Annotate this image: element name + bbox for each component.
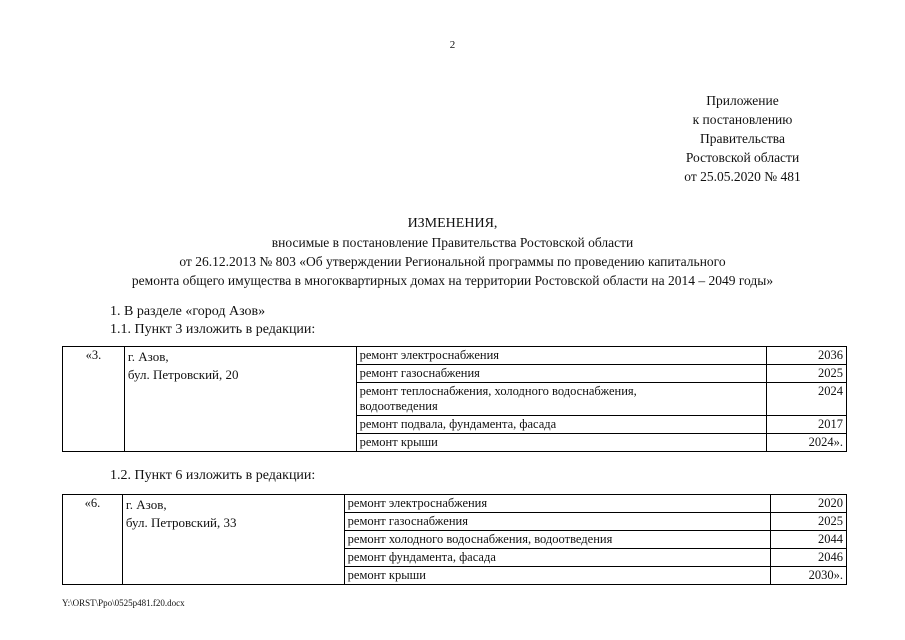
program-table-item-6 — [62, 494, 847, 585]
heading-line: ремонта общего имущества в многоквартирных домах на территории Ростовской области на 2014 – 2049 годы» — [131, 273, 774, 288]
year-cell: 2020 — [771, 495, 847, 513]
work-cell: ремонт газоснабжения — [344, 513, 770, 531]
appendix-block — [640, 91, 845, 186]
item-paragraph: 1.1. Пункт 3 изложить в редакции: — [110, 322, 316, 337]
heading-line: вносимые в постановление Правительства Ростовской области — [271, 235, 634, 250]
heading-line: от 26.12.2013 № 803 «Об утверждении Региональной программы по проведению капитального — [179, 254, 726, 269]
year-cell: 2046 — [771, 549, 847, 567]
page-number: 2 — [449, 39, 456, 51]
year-cell: 2024». — [767, 434, 847, 452]
item-number: «6. — [63, 495, 123, 585]
address-city: г. Азов, — [127, 349, 169, 364]
item-paragraph: 1.2. Пункт 6 изложить в редакции: — [110, 468, 316, 483]
year-cell: 2030». — [771, 567, 847, 585]
address-street: бул. Петровский, 33 — [125, 515, 237, 530]
appendix-line: к постановлению — [692, 112, 793, 127]
year-cell: 2024 — [767, 383, 847, 416]
work-cell: ремонт крыши — [356, 434, 766, 452]
address-cell — [124, 347, 356, 452]
section-paragraph: 1. В разделе «город Азов» — [110, 304, 266, 319]
year-cell: 2017 — [767, 416, 847, 434]
work-cell: ремонт фундамента, фасада — [344, 549, 770, 567]
table-row — [63, 495, 847, 513]
year-cell: 2025 — [767, 365, 847, 383]
year-cell: 2025 — [771, 513, 847, 531]
appendix-line: от 25.05.2020 № 481 — [684, 169, 801, 184]
address-city: г. Азов, — [125, 497, 167, 512]
year-cell: 2036 — [767, 347, 847, 365]
table-row — [63, 347, 847, 365]
work-cell: ремонт электроснабжения — [344, 495, 770, 513]
work-cell: ремонт теплоснабжения, холодного водоснабжения, водоотведения — [356, 383, 766, 416]
item-number: «3. — [63, 347, 125, 452]
program-table-item-3 — [62, 346, 847, 452]
work-cell: ремонт холодного водоснабжения, водоотведения — [344, 531, 770, 549]
footer-file-path: Y:\ORST\Ppo\0525p481.f20.docx — [62, 598, 185, 608]
address-street: бул. Петровский, 20 — [127, 367, 239, 382]
work-cell: ремонт подвала, фундамента, фасада — [356, 416, 766, 434]
work-cell: ремонт электроснабжения — [356, 347, 766, 365]
address-cell — [122, 495, 344, 585]
heading-title: ИЗМЕНЕНИЯ, — [407, 216, 498, 231]
appendix-line: Правительства — [700, 131, 785, 146]
work-cell: ремонт газоснабжения — [356, 365, 766, 383]
document-heading — [60, 214, 845, 290]
appendix-line: Приложение — [706, 93, 779, 108]
year-cell: 2044 — [771, 531, 847, 549]
work-cell: ремонт крыши — [344, 567, 770, 585]
appendix-line: Ростовской области — [685, 150, 800, 165]
